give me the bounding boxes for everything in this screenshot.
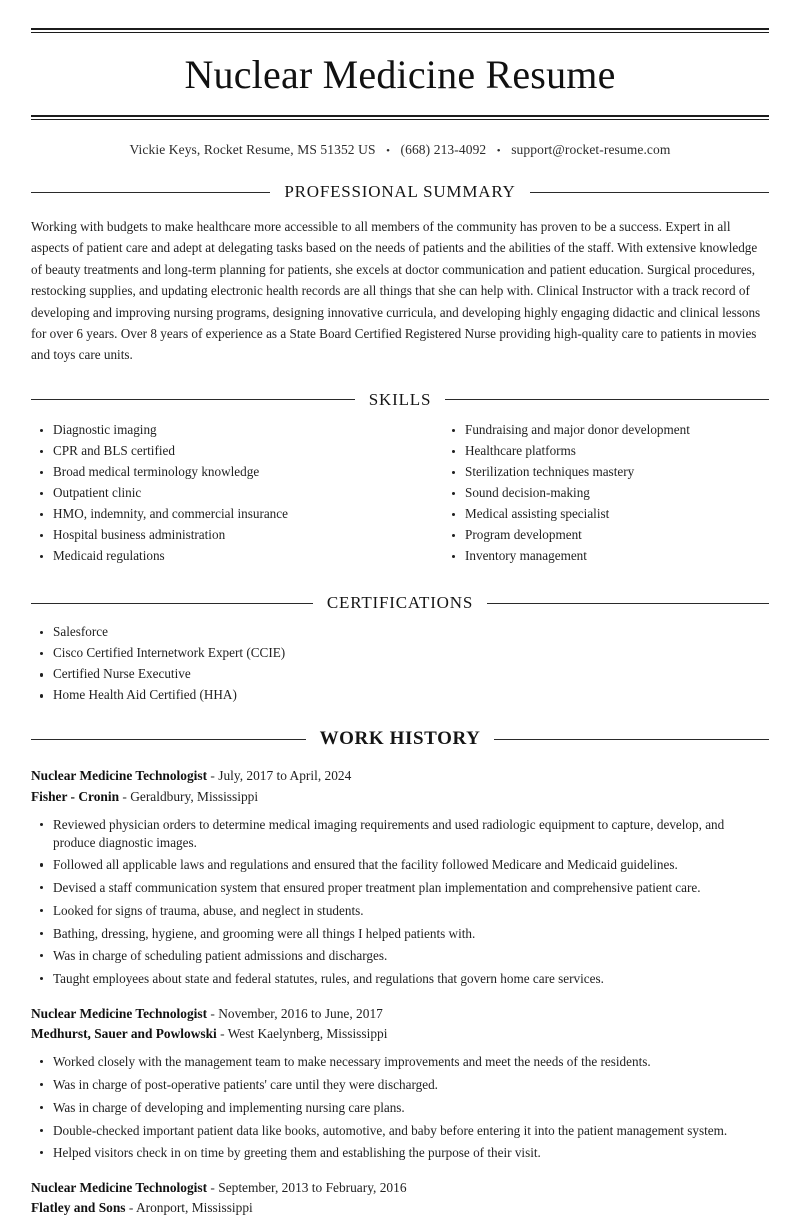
- job-separator: -: [210, 768, 215, 784]
- contact-email: support@rocket-resume.com: [511, 142, 671, 157]
- job-separator: -: [220, 1025, 225, 1041]
- summary-text: Working with budgets to make healthcare more accessible to all members of the community has proven to be a success. Expert in all aspects of patient care and adept at delegating tasks based on the needs of patients and the abilities of the staff. With extensive knowledge of beauty treatments and long-term planning for patients, she excels at doctor communication and patient education. Surgical procedures, restocking supplies, and updating electronic health records are all things that she can help with. Clinical Instructor with a track record of developing and improving nursing programs, designing innovative curricula, and developing highly engaging didactic and clinical lessons for over 6 years. Over 8 years of experience as a State Board Certified Registered Nurse providing high-quality care to patients in movies and toys care units.: [31, 219, 761, 363]
- contact-name-address: Vickie Keys, Rocket Resume, MS 51352 US: [129, 142, 376, 157]
- job-entry: [31, 766, 769, 987]
- job-dates: November, 2016 to June, 2017: [218, 1005, 383, 1021]
- heading-rule-left: [31, 739, 306, 740]
- job-entry: [31, 1004, 769, 1162]
- job-location: Aronport, Mississippi: [135, 1200, 253, 1216]
- job-dates: July, 2017 to April, 2024: [218, 768, 352, 784]
- contact-line: [31, 120, 769, 158]
- list-item: HMO, indemnity, and commercial insurance: [31, 506, 400, 523]
- list-item: Outpatient clinic: [31, 485, 400, 502]
- list-item: Hospital business administration: [31, 527, 400, 544]
- job-title-line: [31, 1178, 769, 1198]
- certifications-block: [31, 624, 769, 704]
- list-item: Taught employees about state and federal statutes, rules, and regulations that govern home care services.: [31, 970, 769, 988]
- list-item: Medicaid regulations: [31, 548, 400, 565]
- job-location: Geraldbury, Mississippi: [130, 788, 259, 804]
- list-item: Fundraising and major donor development: [443, 422, 769, 439]
- list-item: Double-checked important patient data like books, automotive, and baby before entering it into the patient management system.: [31, 1122, 769, 1140]
- job-company: Medhurst, Sauer and Powlowski: [31, 1025, 217, 1041]
- resume-page: [0, 28, 800, 1216]
- heading-rule-right: [487, 603, 769, 604]
- job-title: Nuclear Medicine Technologist: [31, 768, 208, 784]
- heading-rule-right: [530, 192, 769, 193]
- job-separator: -: [122, 788, 127, 804]
- job-entry: [31, 1178, 769, 1219]
- job-title: Nuclear Medicine Technologist: [31, 1005, 208, 1021]
- job-bullet-list: [31, 816, 769, 988]
- section-label-work-history: WORK HISTORY: [319, 728, 481, 750]
- job-company-line: [31, 1198, 769, 1218]
- heading-rule-left: [31, 399, 355, 400]
- list-item: Was in charge of developing and implementing nursing care plans.: [31, 1099, 769, 1117]
- list-item: Sound decision-making: [443, 485, 769, 502]
- job-separator: -: [210, 1179, 215, 1195]
- list-item: Helped visitors check in on time by greeting them and establishing the purpose of their visit.: [31, 1144, 769, 1162]
- section-label-skills: SKILLS: [368, 389, 432, 409]
- list-item: Diagnostic imaging: [31, 422, 400, 439]
- list-item: Was in charge of post-operative patients' care until they were discharged.: [31, 1076, 769, 1094]
- contact-separator-2: •: [496, 144, 501, 157]
- skills-column-right: [400, 412, 769, 570]
- list-item: Program development: [443, 527, 769, 544]
- job-separator: -: [210, 1005, 215, 1021]
- list-item: Cisco Certified Internetwork Expert (CCIE): [31, 645, 769, 662]
- section-heading-summary: [31, 182, 769, 202]
- list-item: Worked closely with the management team to make necessary improvements and meet the needs of the residents.: [31, 1053, 769, 1071]
- section-label-summary: PROFESSIONAL SUMMARY: [284, 182, 516, 201]
- heading-rule-right: [445, 399, 769, 400]
- list-item: Followed all applicable laws and regulations and ensured that the facility followed Medicare and Medicaid guidelines.: [31, 856, 769, 874]
- list-item: Home Health Aid Certified (HHA): [31, 687, 769, 704]
- list-item: Looked for signs of trauma, abuse, and neglect in students.: [31, 902, 769, 920]
- job-location: West Kaelynberg, Mississippi: [227, 1025, 388, 1041]
- job-title-line: [31, 766, 769, 786]
- job-title-line: [31, 1004, 769, 1024]
- list-item: Broad medical terminology knowledge: [31, 464, 400, 481]
- job-title: Nuclear Medicine Technologist: [31, 1179, 208, 1195]
- heading-rule-left: [31, 603, 313, 604]
- section-heading-certifications: [31, 593, 769, 613]
- list-item: Devised a staff communication system that ensured proper treatment plan implementation and comprehensive patient care.: [31, 879, 769, 897]
- list-item: Healthcare platforms: [443, 443, 769, 460]
- skills-list-right: [443, 422, 769, 565]
- list-item: Was in charge of scheduling patient admissions and discharges.: [31, 947, 769, 965]
- certifications-list: [31, 624, 769, 704]
- job-company-line: [31, 1024, 769, 1044]
- contact-separator-1: •: [386, 144, 391, 157]
- job-bullet-list: [31, 1053, 769, 1161]
- list-item: Salesforce: [31, 624, 769, 641]
- job-company: Fisher - Cronin: [31, 788, 120, 804]
- section-heading-work-history: [31, 728, 769, 750]
- list-item: Reviewed physician orders to determine medical imaging requirements and used radiologic equipment to capture, develop, and produce diagnostic images.: [31, 816, 769, 851]
- heading-rule-left: [31, 192, 270, 193]
- job-separator: -: [128, 1200, 134, 1216]
- list-item: Bathing, dressing, hygiene, and grooming were all things I helped patients with.: [31, 925, 769, 943]
- skills-columns: [31, 412, 769, 570]
- list-item: Certified Nurse Executive: [31, 666, 769, 683]
- list-item: Sterilization techniques mastery: [443, 464, 769, 481]
- skills-column-left: [31, 412, 400, 570]
- job-company-line: [31, 787, 769, 807]
- page-title: Nuclear Medicine Resume: [184, 52, 616, 97]
- list-item: Inventory management: [443, 548, 769, 565]
- list-item: Medical assisting specialist: [443, 506, 769, 523]
- job-dates: September, 2013 to February, 2016: [218, 1179, 407, 1195]
- skills-list-left: [31, 422, 400, 565]
- section-label-certifications: CERTIFICATIONS: [326, 593, 474, 613]
- job-company: Flatley and Sons: [31, 1200, 126, 1216]
- section-heading-skills: [31, 390, 769, 410]
- list-item: CPR and BLS certified: [31, 443, 400, 460]
- heading-rule-right: [494, 739, 769, 740]
- contact-phone: (668) 213-4092: [400, 142, 487, 157]
